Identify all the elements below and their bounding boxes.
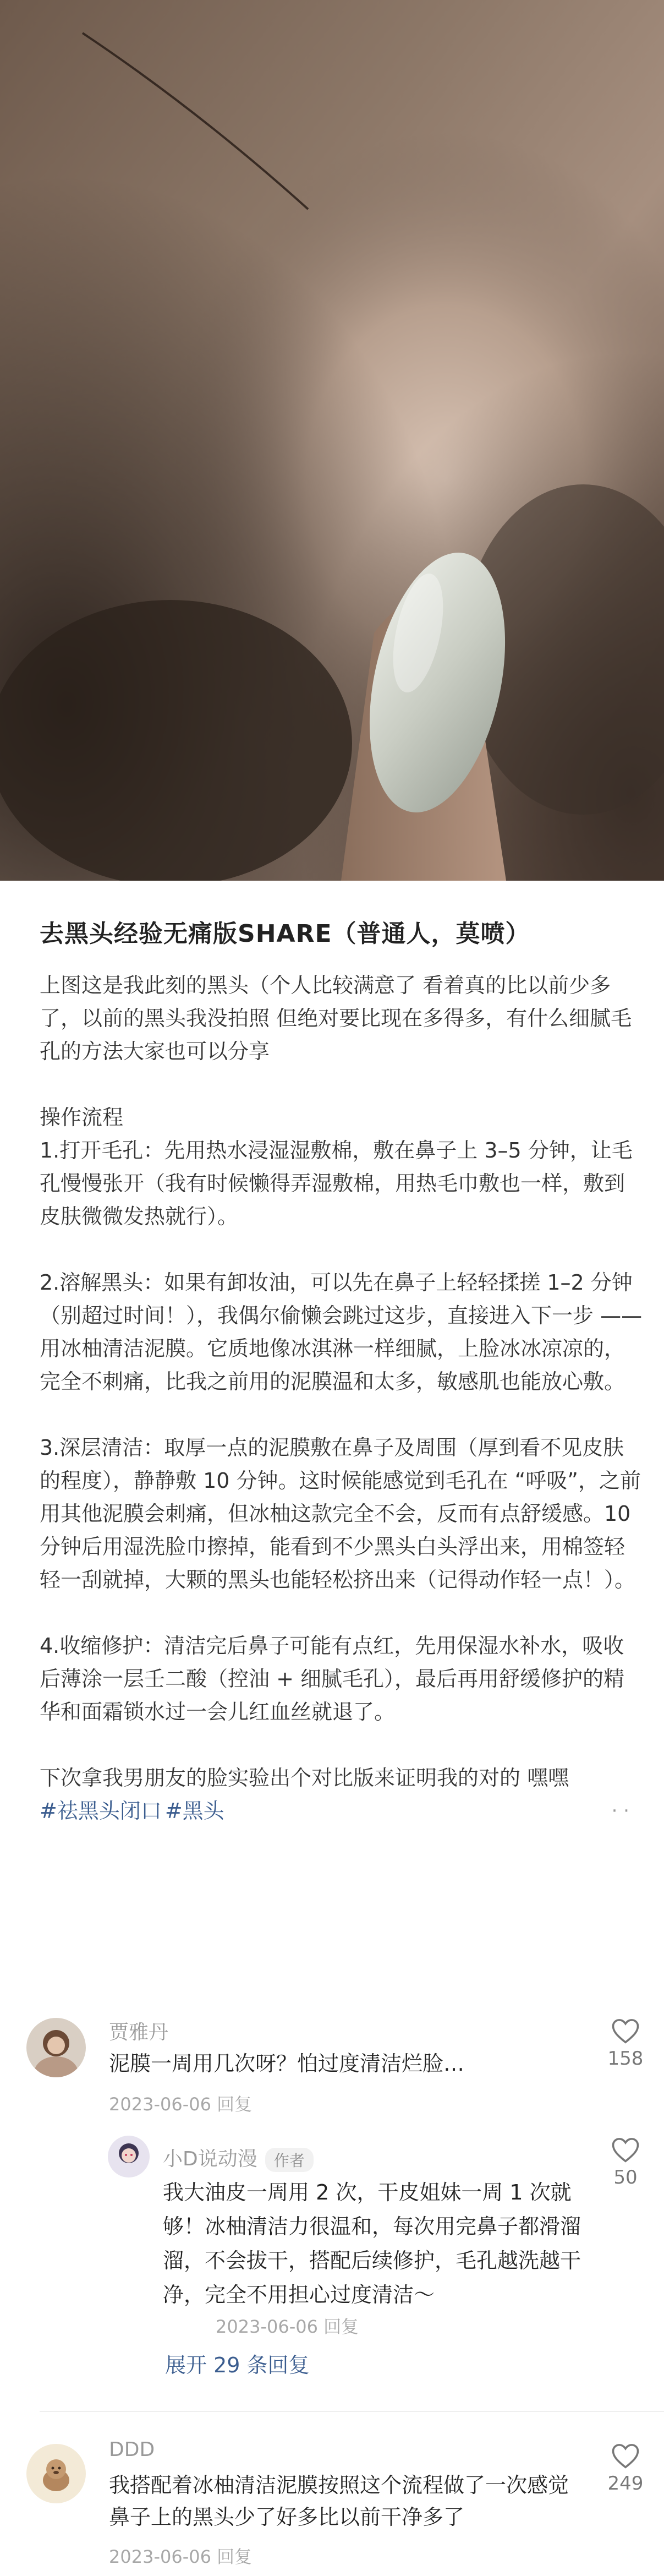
avatar[interactable] bbox=[26, 2444, 86, 2503]
comment-username[interactable]: DDD bbox=[109, 2438, 155, 2461]
post-photo[interactable] bbox=[0, 0, 664, 881]
expand-replies-button[interactable]: 展开 29 条回复 bbox=[165, 2353, 310, 2377]
reply-username[interactable] bbox=[163, 2143, 314, 2172]
reply-meta[interactable]: 2023-06-06 回复 bbox=[216, 2316, 359, 2337]
post-content bbox=[40, 914, 649, 1827]
comment-username[interactable]: 贾雅丹 bbox=[109, 2021, 169, 2044]
like-count: 158 bbox=[607, 2048, 644, 2070]
comment-meta[interactable]: 2023-06-06 回复 bbox=[109, 2094, 253, 2115]
author-badge: 作者 bbox=[265, 2148, 314, 2172]
reply-username-text[interactable]: 小D说动漫 bbox=[163, 2148, 257, 2170]
post-paragraph-step2: 2.溶解黑头：如果有卸妆油，可以先在鼻子上轻轻揉搓 1–2 分钟（别超过时间！），我偶尔偷懒会跳过这步，直接进入下一步 —— 用冰柚清洁泥膜。它质地像冰淇淋一样细腻，上脸冰冰凉凉的，完全不刺痛，比我之前用的泥膜温和太多，敏感肌也能放心敷。 bbox=[40, 1270, 649, 1394]
post-paragraph-step1: 操作流程 1.打开毛孔：先用热水浸湿湿敷棉，敷在鼻子上 3–5 分钟，让毛孔慢慢张开（我有时候懒得弄湿敷棉，用热毛巾敷也一样，敷到皮肤微微发热就行）。 bbox=[40, 1105, 633, 1229]
tag-link[interactable]: #祛黑头闭口 bbox=[40, 1799, 162, 1823]
post-paragraph-step4: 4.收缩修护：清洁完后鼻子可能有点红，先用保湿水补水，吸收后薄涂一层壬二酸（控油 + 细腻毛孔），最后再用舒缓修护的精华和面霜锁水过一会儿红血丝就退了。 bbox=[40, 1634, 625, 1724]
post-paragraph-outro: 下次拿我男朋友的脸实验出个对比版来证明我的对的 嘿嘿 bbox=[40, 1766, 569, 1790]
comment-text: 我搭配着冰柚清洁泥膜按照这个流程做了一次感觉鼻子上的黑头少了好多比以前干净多了 bbox=[109, 2473, 569, 2529]
comment-text: 泥膜一周用几次呀？怕过度清洁烂脸… bbox=[109, 2051, 465, 2076]
like-button[interactable] bbox=[601, 2017, 650, 2070]
avatar[interactable] bbox=[108, 2136, 150, 2177]
heart-icon bbox=[611, 2442, 640, 2469]
heart-icon bbox=[611, 2136, 640, 2163]
post-paragraph-intro: 上图这是我此刻的黑头（个人比较满意了 看着真的比以前少多了，以前的黑头我没拍照 但绝对要比现在多得多，有什么细腻毛孔的方法大家也可以分享 bbox=[40, 973, 632, 1063]
more-indicator: · · bbox=[611, 1800, 629, 1822]
post-title: 去黑头经验无痛版SHARE（普通人，莫喷） bbox=[40, 920, 530, 948]
post-tags bbox=[40, 1794, 645, 1827]
comment-meta[interactable]: 2023-06-06 回复 bbox=[109, 2546, 253, 2567]
tag-link[interactable]: #黑头 bbox=[164, 1799, 224, 1823]
like-button[interactable] bbox=[601, 2136, 650, 2188]
divider bbox=[40, 2411, 664, 2412]
like-button[interactable] bbox=[601, 2442, 650, 2495]
post-paragraph-step3: 3.深层清洁：取厚一点的泥膜敷在鼻子及周围（厚到看不见皮肤的程度），静静敷 10 分钟。这时候能感觉到毛孔在 “呼吸”，之前用其他泥膜会刺痛，但冰柚这款完全不会，反而有点舒缓感。10 分钟后用湿洗脸巾擦掉，能看到不少黑头白头浮出来，用棉签轻轻一刮就掉，大颗的黑头也能轻松挤出来（记得动作轻一点！）。 bbox=[40, 1436, 641, 1592]
like-count: 50 bbox=[613, 2166, 638, 2188]
like-count: 249 bbox=[607, 2473, 644, 2495]
comment-item bbox=[0, 1993, 664, 2119]
reply-item bbox=[0, 2136, 664, 2389]
comment-item bbox=[0, 2422, 664, 2576]
reply-text: 我大油皮一周用 2 次，干皮姐妹一周 1 次就够！冰柚清洁力很温和，每次用完鼻子都滑溜溜，不会拔干，搭配后续修护，毛孔越洗越干净，完全不用担心过度清洁～ bbox=[163, 2180, 581, 2307]
avatar[interactable] bbox=[26, 2018, 86, 2077]
heart-icon bbox=[611, 2017, 640, 2044]
